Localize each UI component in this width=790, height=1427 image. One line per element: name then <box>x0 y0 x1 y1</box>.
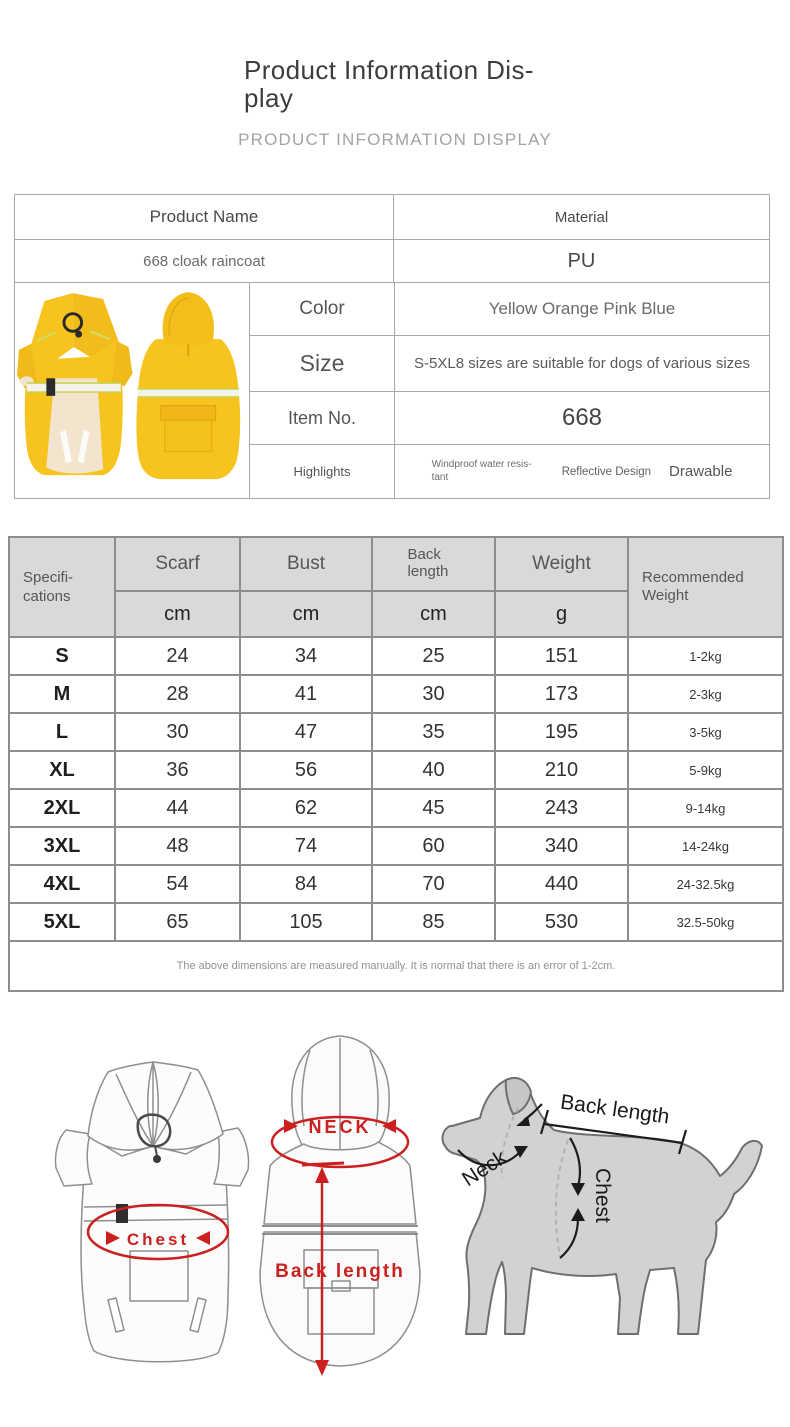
cell-weight: 195 <box>495 713 628 751</box>
item-no-value: 668 <box>394 392 769 444</box>
cell-size: 2XL <box>9 789 115 827</box>
cell-back-length: 35 <box>372 713 495 751</box>
measurement-diagrams <box>0 1028 790 1396</box>
cell-size: L <box>9 713 115 751</box>
page-title-line1: Product Information Dis- <box>244 55 534 85</box>
dog-back-length-label: Back length <box>558 1090 671 1129</box>
highlight-drawable: Drawable <box>669 463 733 480</box>
cell-back-length: 85 <box>372 903 495 941</box>
cell-size: 4XL <box>9 865 115 903</box>
unit-bust: cm <box>240 591 372 637</box>
cell-scarf: 65 <box>115 903 240 941</box>
cell-scarf: 54 <box>115 865 240 903</box>
cell-recommended: 32.5-50kg <box>628 903 783 941</box>
detail-stack <box>249 283 769 498</box>
cell-back-length: 60 <box>372 827 495 865</box>
cell-weight: 173 <box>495 675 628 713</box>
info-detail-row <box>15 282 769 498</box>
cell-back-length: 30 <box>372 675 495 713</box>
cell-weight: 440 <box>495 865 628 903</box>
product-name-header: Product Name <box>149 207 259 226</box>
info-header-row <box>15 195 769 239</box>
spec-header-specifications: Specifi-cations <box>9 537 115 637</box>
spec-row-4xl <box>9 865 783 903</box>
product-photo-front <box>17 293 132 475</box>
page-title <box>244 56 546 112</box>
cell-bust: 41 <box>240 675 372 713</box>
cell-size: M <box>9 675 115 713</box>
cell-weight: 210 <box>495 751 628 789</box>
item-no-row <box>250 391 769 444</box>
cell-back-length: 70 <box>372 865 495 903</box>
cell-weight: 340 <box>495 827 628 865</box>
spec-row-m <box>9 675 783 713</box>
cell-scarf: 44 <box>115 789 240 827</box>
product-photo-back <box>136 292 240 479</box>
spec-row-xl <box>9 751 783 789</box>
spec-row-s <box>9 637 783 675</box>
info-value-row <box>15 239 769 282</box>
highlights-label: Highlights <box>293 464 351 479</box>
cell-size: XL <box>9 751 115 789</box>
spec-note-row <box>9 941 783 991</box>
cell-bust: 74 <box>240 827 372 865</box>
dog-chest-label: Chest <box>591 1168 614 1223</box>
cell-recommended: 14-24kg <box>628 827 783 865</box>
item-no-label: Item No. <box>287 407 357 428</box>
page-title-line2: play <box>244 83 294 113</box>
back-length-label: Back length <box>275 1261 405 1282</box>
spec-row-5xl <box>9 903 783 941</box>
measurement-note: The above dimensions are measured manually. It is normal that there is an error of 1-2cm. <box>9 941 783 991</box>
highlight-windproof: Windproof water resis-tant <box>431 459 532 483</box>
spec-header-back-length-text: Back length <box>407 545 449 581</box>
cell-recommended: 9-14kg <box>628 789 783 827</box>
cell-back-length: 40 <box>372 751 495 789</box>
arrow-down-icon <box>315 1360 329 1376</box>
cell-back-length: 25 <box>372 637 495 675</box>
cell-bust: 34 <box>240 637 372 675</box>
cell-size: 5XL <box>9 903 115 941</box>
cell-bust: 105 <box>240 903 372 941</box>
product-name-value: 668 cloak raincoat <box>143 252 265 270</box>
spec-header-bust: Bust <box>240 537 372 591</box>
size-spec-table <box>8 536 784 992</box>
cell-weight: 530 <box>495 903 628 941</box>
neck-label: NECK <box>308 1117 372 1137</box>
page-header <box>0 0 790 150</box>
product-photo-image <box>17 285 247 496</box>
chest-label: Chest <box>126 1230 190 1249</box>
cell-scarf: 30 <box>115 713 240 751</box>
material-value: PU <box>393 240 769 282</box>
color-row <box>250 283 769 335</box>
cell-size: 3XL <box>9 827 115 865</box>
size-label: Size <box>299 350 345 376</box>
unit-weight: g <box>495 591 628 637</box>
cell-bust: 47 <box>240 713 372 751</box>
highlights-value <box>394 445 769 498</box>
spec-row-l <box>9 713 783 751</box>
spec-row-2xl <box>9 789 783 827</box>
cell-recommended: 5-9kg <box>628 751 783 789</box>
cell-recommended: 1-2kg <box>628 637 783 675</box>
size-row <box>250 335 769 391</box>
color-label: Color <box>299 298 345 319</box>
cell-recommended: 2-3kg <box>628 675 783 713</box>
cell-recommended: 3-5kg <box>628 713 783 751</box>
page-subtitle: PRODUCT INFORMATION DISPLAY <box>238 130 552 149</box>
highlight-reflective: Reflective Design <box>561 465 652 478</box>
cell-size: S <box>9 637 115 675</box>
dog-measure-diagram <box>418 1046 788 1356</box>
spec-header-scarf: Scarf <box>115 537 240 591</box>
cell-weight: 243 <box>495 789 628 827</box>
material-header: Material <box>393 195 769 239</box>
cell-bust: 84 <box>240 865 372 903</box>
unit-scarf: cm <box>115 591 240 637</box>
cell-weight: 151 <box>495 637 628 675</box>
product-photo-cell <box>15 283 249 498</box>
color-value: Yellow Orange Pink Blue <box>394 283 769 335</box>
cell-scarf: 24 <box>115 637 240 675</box>
cell-recommended: 24-32.5kg <box>628 865 783 903</box>
cell-scarf: 28 <box>115 675 240 713</box>
coat-front-sketch <box>46 1034 261 1384</box>
cell-bust: 56 <box>240 751 372 789</box>
coat-back-sketch <box>250 1030 430 1382</box>
unit-back-length: cm <box>372 591 495 637</box>
cell-bust: 62 <box>240 789 372 827</box>
dog-neck-label: Neck <box>458 1145 511 1192</box>
cell-scarf: 48 <box>115 827 240 865</box>
spec-row-3xl <box>9 827 783 865</box>
highlights-row <box>250 444 769 498</box>
spec-header-recommended: Recommended Weight <box>628 537 783 637</box>
cell-scarf: 36 <box>115 751 240 789</box>
spec-header-back-length <box>372 537 495 591</box>
size-value: S-5XL8 sizes are suitable for dogs of various sizes <box>394 336 769 391</box>
cell-back-length: 45 <box>372 789 495 827</box>
product-info-table <box>14 194 770 499</box>
spec-header-weight: Weight <box>495 537 628 591</box>
